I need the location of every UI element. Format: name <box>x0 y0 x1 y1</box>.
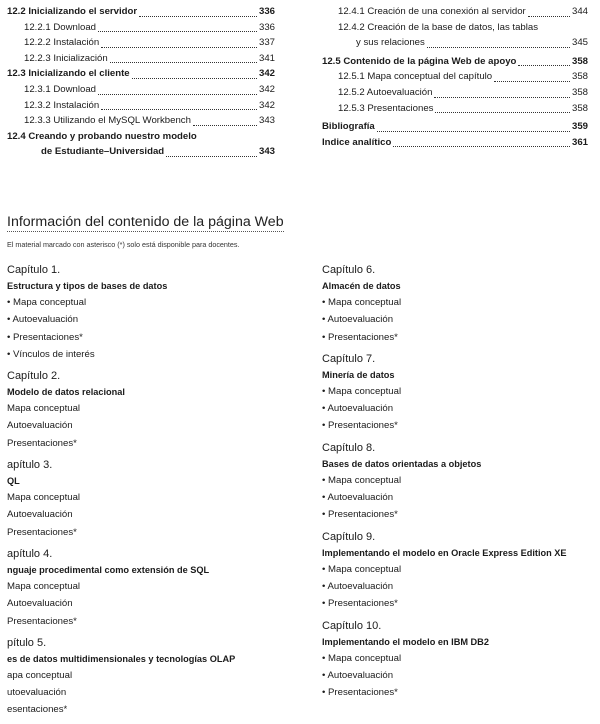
toc-entry-title: 12.2.3 Inicialización <box>24 52 108 64</box>
toc-entry <box>322 135 588 151</box>
toc-entry-title: 12.5.2 Autoevaluación <box>338 86 433 98</box>
toc-entry-title: Bibliografía <box>322 121 375 133</box>
toc-entry-page: 343 <box>258 146 275 158</box>
chapter-resource-item: • Mapa conceptual <box>322 297 402 308</box>
toc-entry-page: 343 <box>258 115 275 127</box>
chapter-resource-item: • Mapa conceptual <box>322 652 402 664</box>
toc-leader-dots <box>98 29 257 32</box>
chapter-resource-item: utoevaluación <box>7 687 67 699</box>
chapter-resource-item: Presentaciones* <box>7 437 77 449</box>
chapters-left-column <box>7 262 307 724</box>
toc-entry <box>322 85 588 101</box>
toc-entry-page: 342 <box>258 83 275 95</box>
chapter-heading: Capítulo 1. <box>7 264 61 276</box>
chapter-resource-item: Presentaciones* <box>7 615 77 627</box>
toc-entry-page: 336 <box>258 21 275 33</box>
toc-entry-title: 12.2 Inicializando el servidor <box>7 6 138 17</box>
toc-leader-dots <box>110 60 257 63</box>
toc-entry <box>7 66 275 82</box>
chapter-title: Modelo de datos relacional <box>7 387 125 398</box>
chapter-resource-item: • Mapa conceptual <box>322 563 402 575</box>
section-title: Información del contenido de la página Web <box>7 214 284 230</box>
chapter-block <box>322 262 592 346</box>
chapter-heading: Capítulo 7. <box>322 352 376 365</box>
chapter-resource-item: • Mapa conceptual <box>7 297 87 308</box>
toc-entry-title: 12.3 Inicializando el cliente <box>7 68 130 80</box>
toc-entry-page: 345 <box>571 37 588 49</box>
chapter-title: Almacén de datos <box>322 281 401 291</box>
toc-entry <box>322 20 588 36</box>
toc-entry-title: 12.2.2 Instalación <box>24 37 100 49</box>
chapter-resource-item: • Autoevaluación <box>7 314 79 326</box>
toc-leader-dots <box>494 79 570 82</box>
chapter-block <box>7 262 307 363</box>
chapter-heading: Capítulo 2. <box>7 370 61 383</box>
toc-entry-title: 12.4 Creando y probando nuestro modelo <box>7 130 197 142</box>
toc-entry <box>7 51 275 67</box>
chapter-heading: apítulo 3. <box>7 459 53 472</box>
toc-entry-title: y sus relaciones <box>356 37 425 49</box>
chapter-heading: pítulo 5. <box>7 636 47 649</box>
chapter-resource-item: • Autoevaluación <box>322 314 394 326</box>
chapter-title: Estructura y tipos de bases de datos <box>7 281 168 291</box>
chapter-heading: Capítulo 10. <box>322 619 382 632</box>
toc-entry-page: 341 <box>258 52 275 64</box>
toc-entry-title: 12.3.2 Instalación <box>24 99 100 111</box>
chapter-block <box>322 440 592 524</box>
toc-entry-page: 361 <box>571 136 588 148</box>
toc-entry-title: 12.4.2 Creación de la base de datos, las tablas <box>338 21 539 33</box>
toc-leader-dots <box>193 123 257 126</box>
toc-leader-dots <box>101 107 257 110</box>
chapters-right-column <box>322 262 592 706</box>
chapter-title: Minería de datos <box>322 369 395 380</box>
toc-entry-page: 336 <box>258 6 275 17</box>
chapter-resource-item: apa conceptual <box>7 669 73 681</box>
chapter-block <box>322 351 592 435</box>
chapter-resource-item: • Vínculos de interés <box>7 348 95 360</box>
chapter-resource-item: • Presentaciones* <box>322 687 398 699</box>
chapter-title: es de datos multidimensionales y tecnologías OLAP <box>7 653 236 664</box>
chapter-heading: apítulo 4. <box>7 547 53 560</box>
toc-leader-dots <box>98 92 257 95</box>
toc-leader-dots <box>427 45 570 48</box>
chapter-heading: Capítulo 8. <box>322 441 376 454</box>
chapter-title: Bases de datos orientadas a objetos <box>322 458 482 469</box>
chapter-resource-item: Autoevaluación <box>7 420 73 432</box>
chapter-resource-item: • Presentaciones* <box>322 598 398 610</box>
toc-entry-page: 358 <box>571 102 588 114</box>
toc-entry-title: 12.3.3 Utilizando el MySQL Workbench <box>24 115 191 127</box>
chapter-block <box>7 457 307 541</box>
toc-entry <box>7 82 275 98</box>
toc-entry-page: 337 <box>258 37 275 49</box>
chapter-resource-item: • Autoevaluación <box>322 403 394 415</box>
toc-entry <box>322 35 588 51</box>
toc-leader-dots <box>132 76 257 79</box>
toc-entry <box>322 54 588 70</box>
toc-entry <box>322 101 588 117</box>
toc-leader-dots <box>377 129 570 132</box>
chapter-resource-item: • Mapa conceptual <box>322 385 402 397</box>
toc-entry <box>7 113 275 129</box>
toc-entry-page: 358 <box>571 55 588 67</box>
toc-entry <box>7 35 275 51</box>
toc-entry-page: 358 <box>571 71 588 83</box>
chapter-resource-item: • Mapa conceptual <box>322 474 402 486</box>
chapter-heading: Capítulo 6. <box>322 264 376 276</box>
toc-entry-page: 342 <box>258 99 275 111</box>
toc-entry-page: 359 <box>571 121 588 133</box>
chapter-resource-item: esentaciones* <box>7 704 68 716</box>
toc-entry-page: 344 <box>571 6 588 17</box>
chapter-title: nguaje procedimental como extensión de SQL <box>7 564 210 575</box>
toc-entry-title: 12.5.3 Presentaciones <box>338 102 434 114</box>
chapter-block <box>7 368 307 452</box>
chapter-resource-item: • Presentaciones* <box>322 420 398 432</box>
toc-leader-dots <box>393 144 570 147</box>
toc-entry-title: 12.5 Contenido de la página Web de apoyo <box>322 55 517 67</box>
chapter-resource-item: Autoevaluación <box>7 509 73 521</box>
chapter-block <box>7 546 307 630</box>
toc-entry-title: Indice analítico <box>322 136 392 148</box>
toc-entry <box>7 4 275 20</box>
toc-entry <box>322 69 588 85</box>
chapter-block <box>322 529 592 613</box>
chapter-resource-item: • Presentaciones* <box>322 509 398 521</box>
toc-entry-page: 358 <box>571 86 588 98</box>
toc-leader-dots <box>101 45 257 48</box>
toc-leader-dots <box>518 63 570 66</box>
toc-entry-title: 12.3.1 Download <box>24 83 97 95</box>
toc-entry-title: 12.5.1 Mapa conceptual del capítulo <box>338 71 493 83</box>
toc-entry-title: 12.2.1 Download <box>24 21 97 33</box>
toc-leader-dots <box>166 154 257 157</box>
chapter-title: QL <box>7 476 20 487</box>
chapter-block <box>322 618 592 702</box>
toc-entry-title: de Estudiante–Universidad <box>41 146 165 158</box>
toc-entry <box>322 119 588 135</box>
chapter-resource-item: • Presentaciones* <box>322 331 398 343</box>
chapter-resource-item: • Autoevaluación <box>322 492 394 504</box>
chapter-title: Implementando el modelo en Oracle Express Edition XE <box>322 547 567 558</box>
chapter-resource-item: • Autoevaluación <box>322 669 394 681</box>
toc-entry-page: 342 <box>258 68 275 80</box>
toc-entry <box>7 98 275 114</box>
toc-entry <box>7 20 275 36</box>
toc-leader-dots <box>139 14 257 17</box>
toc-left-column <box>7 4 275 160</box>
section-note: El material marcado con asterisco (*) solo está disponible para docentes. <box>7 240 240 249</box>
chapter-resource-item: Mapa conceptual <box>7 492 81 504</box>
toc-entry <box>7 129 275 145</box>
chapter-block <box>7 635 307 719</box>
toc-entry <box>7 144 275 160</box>
toc-leader-dots <box>435 110 570 113</box>
toc-right-column <box>322 4 588 150</box>
chapter-resource-item: Autoevaluación <box>7 598 73 610</box>
toc-entry-title: 12.4.1 Creación de una conexión al servidor <box>338 6 526 17</box>
chapter-resource-item: Mapa conceptual <box>7 403 81 415</box>
toc-leader-dots <box>434 95 570 98</box>
chapter-heading: Capítulo 9. <box>322 530 376 543</box>
chapter-title: Implementando el modelo en IBM DB2 <box>322 636 489 647</box>
toc-leader-dots <box>528 14 570 17</box>
chapter-resource-item: • Presentaciones* <box>7 331 83 343</box>
toc-entry <box>322 4 588 20</box>
chapter-resource-item: Presentaciones* <box>7 526 77 538</box>
chapter-resource-item: Mapa conceptual <box>7 580 81 592</box>
chapter-resource-item: • Autoevaluación <box>322 580 394 592</box>
